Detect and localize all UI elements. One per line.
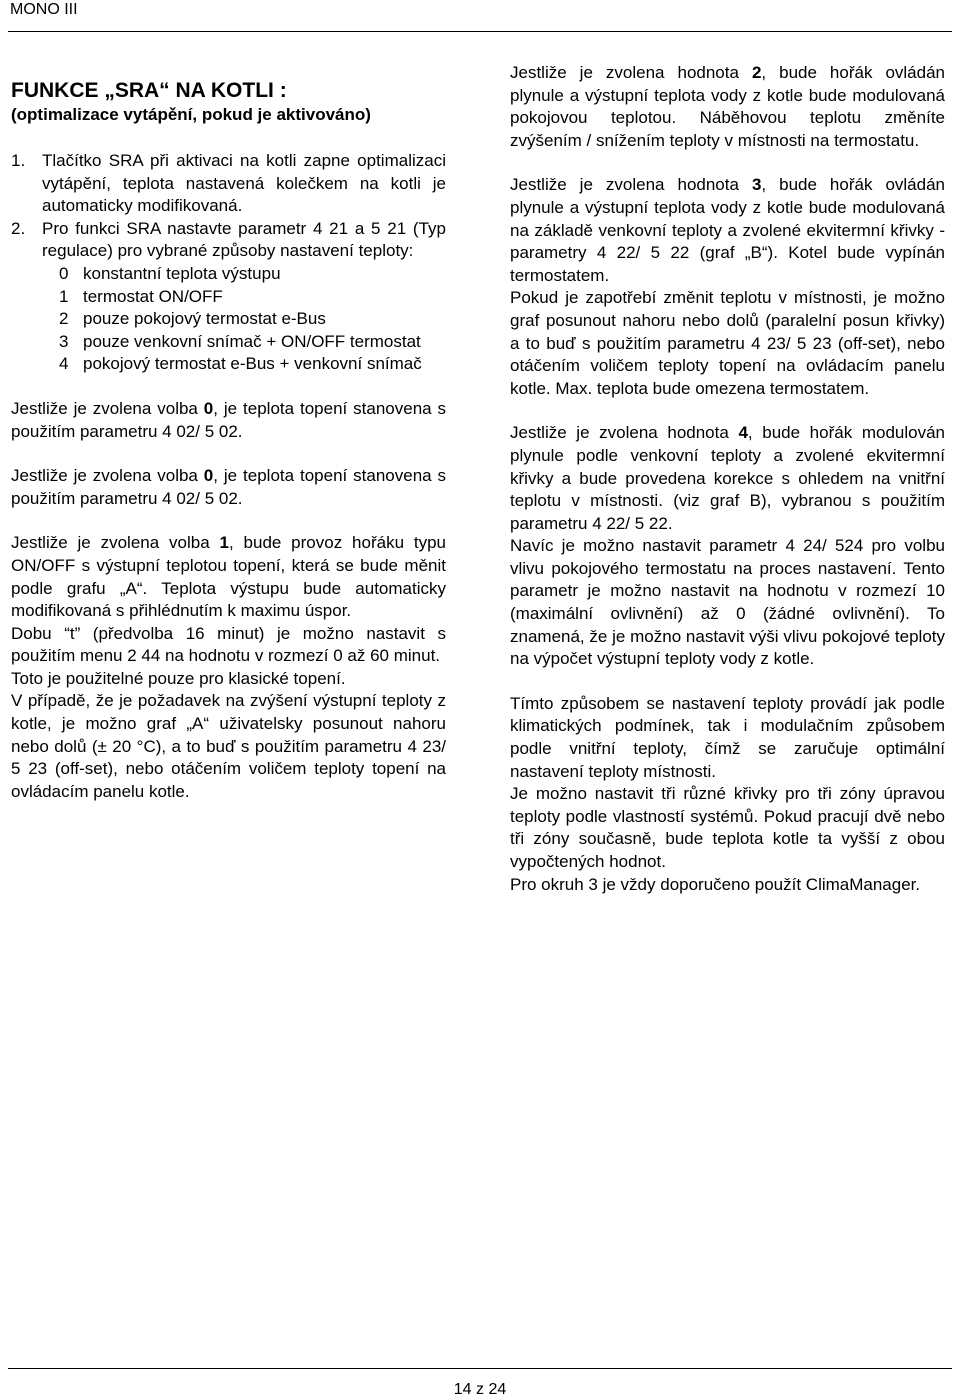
option-2 bbox=[59, 308, 446, 331]
option-1 bbox=[59, 286, 446, 309]
paragraph-option-0: Jestliže je zvolena volba 0, je teplota topení stanovena s použitím parametru 4 02/ 5 02. bbox=[11, 398, 447, 441]
paragraph-option-1: Jestliže je zvolena volba 1, bude provoz hořáku typu ON/OFF s výstupní teplotou topení, která se bude měnit podle grafu „A“. Teplota výstupu bude automaticky modifikovaná s přihlédnutím k maximu úspor. bbox=[11, 533, 446, 621]
option-number: 0 bbox=[59, 263, 69, 283]
document-header: MONO III bbox=[10, 1, 78, 18]
numbered-item-1 bbox=[11, 150, 446, 218]
paragraph-value-2: Jestliže je zvolena hodnota 2, bude hořák ovládán plynule a výstupní teplota vody z kotle bude modulovaná pokojovou teplotou. Náběhovou teplotu změníte zvýšením / snížením teploty v místnosti na termostatu. bbox=[510, 63, 945, 150]
option-text: termostat ON/OFF bbox=[83, 286, 223, 306]
option-text: pouze venkovní snímač + ON/OFF termostat bbox=[83, 331, 421, 351]
option-text: pokojový termostat e-Bus + venkovní snímač bbox=[83, 354, 422, 374]
item-text: Pro funkci SRA nastavte parametr 4 21 a 5 21 (Typ regulace) pro vybrané způsoby nastavení teploty: bbox=[42, 218, 446, 261]
paragraph-three-curves: Je možno nastavit tři různé křivky pro tři zóny úpravou teploty podle vlastností systémů. Pokud pracují dvě nebo tři zóny současně, bude teplota kotle ta vyšší z obou vypočtených hodnot. bbox=[510, 784, 945, 871]
paragraph-value-4: Jestliže je zvolena hodnota 4, bude hořák modulován plynule podle venkovní teploty a zvolené ekvitermní křivky a bude provedena korekce s ohledem na vnitřní teplotu v místnosti. (viz graf B), vybranou s použitím parametru 4 22/ 5 22. bbox=[510, 423, 945, 533]
option-number: 1 bbox=[59, 286, 69, 306]
numbered-item-2 bbox=[11, 218, 446, 263]
option-number: 4 bbox=[59, 354, 69, 374]
header-divider bbox=[8, 31, 952, 32]
left-column bbox=[11, 62, 446, 803]
option-text: konstantní teplota výstupu bbox=[83, 263, 281, 283]
page-number: 14 z 24 bbox=[453, 1381, 507, 1398]
section-subtitle: (optimalizace vytápění, pokud je aktivováno) bbox=[11, 105, 371, 124]
option-3 bbox=[59, 331, 446, 354]
paragraph-parameter-424: Navíc je možno nastavit parametr 4 24/ 524 pro volbu vlivu pokojového termostatu na proces nastavení. Tento parametr je možno nastavit na hodnotu v rozmezí 10 (maximální ovlivnění) až 0 (žádné ovlivnění). To znamená, že je možno nastavit výši vlivu pokojové teploty na výpočet výstupní teploty vody z kotle. bbox=[510, 536, 945, 669]
paragraph-classic-heating: Toto je použitelné pouze pro klasické topení. bbox=[11, 668, 346, 688]
paragraph-graph-shift: V případě, že je požadavek na zvýšení výstupní teploty z kotle, je možno graf „A“ uživatelsky posunout nahoru nebo dolů (± 20 °C), a to buď s použitím parametru 4 23/ 5 23 (off-set), nebo otáčením voličem teploty topení na ovládacím panelu kotle. bbox=[11, 691, 446, 801]
paragraph-room-shift: Pokud je zapotřebí změnit teplotu v místnosti, je možno graf posunout nahoru nebo dolů (paralelní posun křivky) a to buď s použitím parametru 4 23/ 5 23 (off-set), nebo otáčením voličem teploty topení na ovládacím panelu kotle. Max. teplota bude omezena termostatem. bbox=[510, 288, 945, 398]
item-number: 2. bbox=[11, 218, 26, 238]
paragraph-climate-modulation: Tímto způsobem se nastavení teploty provádí jak podle klimatických podmínek, tak i modulačním způsobem podle vnitřní teploty, čímž se zaručuje optimální nastavení teploty místnosti. bbox=[510, 693, 945, 781]
right-column bbox=[510, 62, 945, 896]
item-text: Tlačítko SRA při aktivaci na kotli zapne optimalizaci vytápění, teplota nastavená kolečkem na kotli je automaticky modifikovaná. bbox=[42, 151, 446, 216]
item-number: 1. bbox=[11, 151, 26, 170]
footer-divider bbox=[8, 1368, 952, 1369]
option-number: 3 bbox=[59, 331, 69, 351]
paragraph-time-setting: Dobu “t” (předvolba 16 minut) je možno nastavit s použitím menu 2 44 na hodnotu v rozmezí 0 až 60 minut. bbox=[11, 623, 446, 666]
option-4 bbox=[59, 353, 446, 376]
option-0 bbox=[59, 263, 446, 286]
paragraph-option-0-repeat: Jestliže je zvolena volba 0, je teplota topení stanovena s použitím parametru 4 02/ 5 02. bbox=[11, 466, 447, 508]
option-text: pouze pokojový termostat e-Bus bbox=[83, 309, 326, 329]
paragraph-value-3: Jestliže je zvolena hodnota 3, bude hořák ovládán plynule a výstupní teplota vody z kotle bude modulovaná na základě venkovní teploty a zvolené ekvitermní křivky - parametry 4 22/ 5 22 (graf „B“). Kotel bude vypínán termostatem. bbox=[510, 175, 945, 285]
paragraph-circuit-3: Pro okruh 3 je vždy doporučeno použít ClimaManager. bbox=[510, 874, 921, 894]
option-number: 2 bbox=[59, 309, 69, 329]
section-title: FUNKCE „SRA“ NA KOTLI : bbox=[11, 79, 287, 102]
